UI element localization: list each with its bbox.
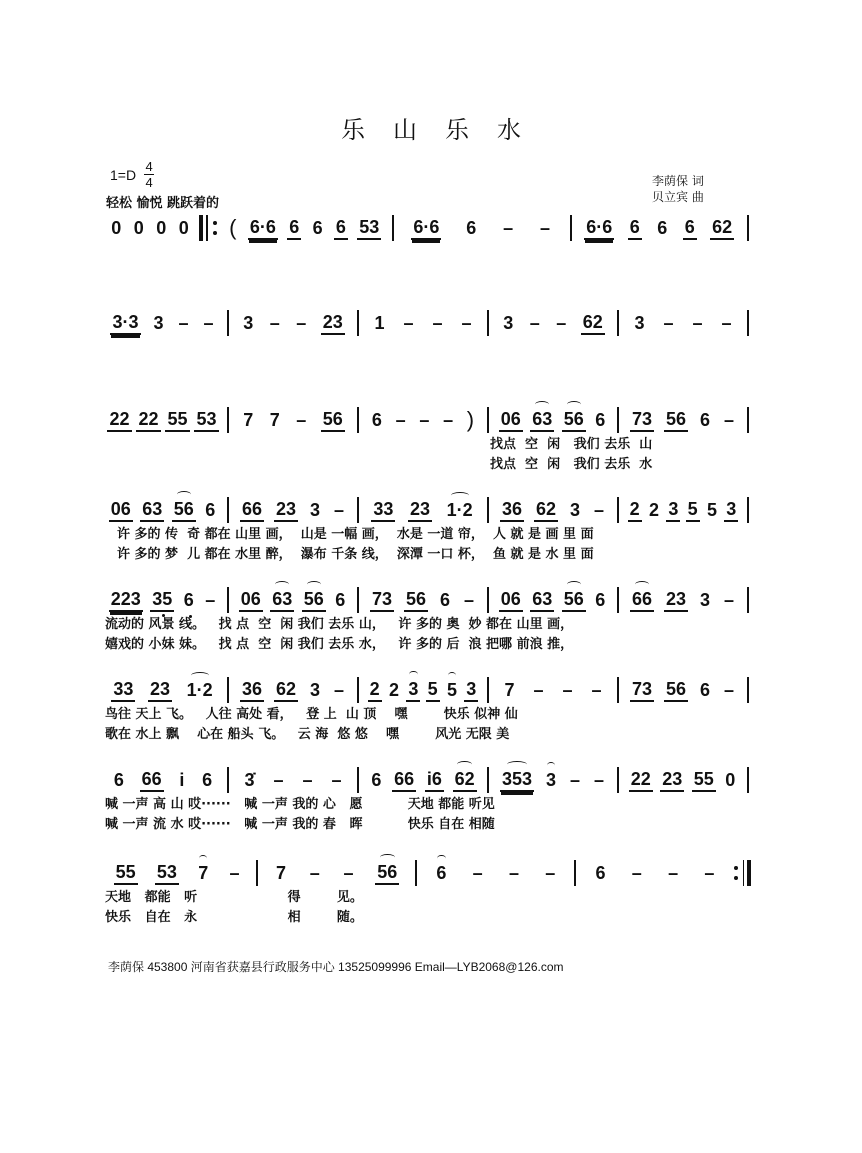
note: 53 — [357, 217, 381, 240]
note: 66 — [392, 769, 416, 792]
lyrics-verse-2: 快乐 自在 永 相 随。 — [105, 910, 363, 925]
lyrics-verse-1: 找点 空 闲 我们 去乐 山 — [490, 437, 653, 452]
note: 63 — [530, 589, 554, 612]
paren-close: ) — [466, 407, 475, 432]
note: 23 — [664, 589, 688, 612]
note: – — [269, 312, 280, 333]
staff-line-2 — [105, 308, 755, 338]
note: 66 — [630, 589, 654, 612]
note: 7 — [276, 862, 287, 883]
note: 0 — [178, 217, 189, 238]
note: – — [503, 217, 514, 238]
note: – — [591, 679, 602, 700]
note: 63 — [270, 589, 294, 612]
note: 3 — [546, 769, 557, 790]
note: – — [508, 862, 519, 883]
note: 33 — [371, 499, 395, 522]
note: – — [723, 409, 734, 430]
note: 1·2 — [186, 679, 213, 700]
note: 6·6 — [584, 217, 614, 240]
note: 6 — [439, 589, 450, 610]
note: 3 — [243, 312, 254, 333]
note: 0 — [725, 769, 736, 790]
note: 56 — [321, 409, 345, 432]
note: 3 — [153, 312, 164, 333]
time-signature — [144, 160, 154, 189]
note: 7 — [504, 679, 515, 700]
note: – — [704, 862, 715, 883]
note: – — [296, 312, 307, 333]
note: 63 — [530, 409, 554, 432]
note: 3 — [309, 679, 320, 700]
note: 7 — [269, 409, 280, 430]
note: 5 — [686, 499, 700, 522]
note: 56 — [562, 409, 586, 432]
note: 3 — [503, 312, 514, 333]
note: 7 — [243, 409, 254, 430]
lyrics-verse-2: 歌在 水上 飘 心在 船头 飞。 云 海 悠 悠 嘿 风光 无限 美 — [105, 727, 510, 742]
time-signature-top: 4 — [145, 159, 153, 174]
note: 73 — [630, 409, 654, 432]
note: – — [723, 679, 734, 700]
note: 3̇ — [244, 769, 255, 790]
note: – — [343, 862, 354, 883]
note: – — [540, 217, 551, 238]
note: 6 — [595, 409, 606, 430]
note: – — [302, 769, 313, 790]
note: 3 — [569, 499, 580, 520]
note: – — [723, 589, 734, 610]
key-label: 1=D — [110, 166, 137, 183]
note: – — [419, 409, 430, 430]
note: 6 — [287, 217, 301, 240]
note: 55 — [114, 862, 138, 885]
note: – — [663, 312, 674, 333]
repeat-start — [199, 215, 219, 241]
note: 73 — [630, 679, 654, 702]
note: 62 — [534, 499, 558, 522]
lyrics-verse-2: 嬉戏的 小妹 妹。 找 点 空 闲 我们 去乐 水， 许 多的 后 浪 把哪 前浪 推， — [105, 637, 574, 652]
note: 0 — [133, 217, 144, 238]
note: 6·6 — [411, 217, 441, 240]
note: 55 — [692, 769, 716, 792]
note: 73 — [370, 589, 394, 612]
note: 5 — [446, 679, 457, 700]
lyrics-verse-2: 找点 空 闲 我们 去乐 水 — [490, 457, 653, 472]
time-signature-bottom: 4 — [145, 175, 153, 190]
note: 6 — [371, 769, 382, 790]
lyrics-verse-1: 天地 都能 听 得 见。 — [105, 890, 363, 905]
note: – — [229, 862, 240, 883]
lyrics-verse-1: 许 多的 传 奇 都在 山里 画， 山是 一幅 画， 水是 一道 帘， 人 就 是 画 里 面 — [117, 527, 594, 542]
note: 23 — [148, 679, 172, 702]
note: 23 — [408, 499, 432, 522]
note: 56 — [302, 589, 326, 612]
lyrics-verse-2: 喊 一声 流 水 哎······ 喊 一声 我的 春 晖 快乐 自在 相随 — [105, 817, 495, 832]
note: 55 — [165, 409, 189, 432]
note: 62 — [453, 769, 477, 792]
note: 3 — [406, 679, 420, 702]
note: 3 — [699, 589, 710, 610]
note: 3 — [309, 499, 320, 520]
note: 6 — [628, 217, 642, 240]
note: – — [562, 679, 573, 700]
paren-open: ( — [229, 215, 237, 240]
note: 66 — [240, 499, 264, 522]
note: 35 — [150, 589, 174, 612]
staff-line-4 — [105, 495, 755, 565]
note: 6 — [202, 769, 213, 790]
lyrics-verse-1: 鸟往 天上 飞。 人往 高处 看， 登 上 山 顶 嘿 快乐 似神 仙 — [105, 707, 518, 722]
note: 2 — [368, 679, 382, 702]
note: 23 — [660, 769, 684, 792]
note: 3 — [464, 679, 478, 702]
note: 56 — [172, 499, 196, 522]
note: 63 — [140, 499, 164, 522]
note: – — [331, 769, 342, 790]
note: – — [273, 769, 284, 790]
note: 6 — [595, 862, 606, 883]
note: 1·2 — [446, 499, 473, 520]
note: 6·6 — [248, 217, 278, 240]
note: 56 — [404, 589, 428, 612]
note: 3·3 — [110, 312, 140, 335]
note: – — [463, 589, 474, 610]
note: 6 — [335, 589, 346, 610]
note: 2 — [388, 679, 399, 700]
note: – — [569, 769, 580, 790]
note: 36 — [500, 499, 524, 522]
note: 3 — [634, 312, 645, 333]
note: 06 — [499, 409, 523, 432]
note: i6 — [425, 769, 444, 792]
note: – — [668, 862, 679, 883]
note: 6 — [334, 217, 348, 240]
note: 7 — [198, 862, 209, 883]
staff-line-3 — [105, 405, 755, 475]
note: 6 — [699, 409, 710, 430]
lyricist: 李荫保 词 — [652, 174, 704, 188]
note: – — [593, 499, 604, 520]
note: 53 — [155, 862, 179, 885]
note: 0 — [111, 217, 122, 238]
note: 6 — [595, 589, 606, 610]
note: 6 — [657, 217, 668, 238]
score-title: 乐山乐水 — [341, 116, 549, 144]
note: 56 — [664, 679, 688, 702]
note: 353 — [500, 769, 534, 792]
note: 36 — [240, 679, 264, 702]
lyrics-verse-1: 喊 一声 高 山 哎······ 喊 一声 我的 心 愿 天地 都能 听见 — [105, 797, 495, 812]
note: 1 — [374, 312, 385, 333]
note: 23 — [274, 499, 298, 522]
key-signature — [110, 160, 154, 189]
note: – — [296, 409, 307, 430]
lyrics-verse-2: 许 多的 梦 儿 都在 水里 醉， 瀑布 千条 线， 深潭 一口 杯， 鱼 就 是 水 里 面 — [117, 547, 594, 562]
note: – — [395, 409, 406, 430]
staff-line-8 — [105, 858, 755, 928]
note: 06 — [239, 589, 263, 612]
note: 223 — [109, 589, 143, 612]
staff-line-5 — [105, 585, 755, 655]
contact-footer: 李荫保 453800 河南省获嘉县行政服务中心 13525099996 Email—LYB2068@126.com — [108, 960, 564, 974]
note: 6 — [699, 679, 710, 700]
staff-line-1 — [105, 213, 755, 243]
note: 62 — [274, 679, 298, 702]
note: – — [631, 862, 642, 883]
note: – — [545, 862, 556, 883]
lyrics-verse-1: 流动的 风景 线。 找 点 空 闲 我们 去乐 山， 许 多的 奥 妙 都在 山里 画， — [105, 617, 574, 632]
note: 6 — [183, 589, 194, 610]
note: – — [178, 312, 189, 333]
note: – — [472, 862, 483, 883]
credits — [652, 173, 704, 205]
note: – — [593, 769, 604, 790]
tempo-marking: 轻松 愉悦 跳跃着的 — [106, 196, 220, 211]
note: – — [461, 312, 472, 333]
note: 6 — [436, 862, 447, 883]
staff-line-6 — [105, 675, 755, 745]
note: – — [333, 499, 344, 520]
note: 3 — [724, 499, 738, 522]
note: 56 — [562, 589, 586, 612]
note: – — [309, 862, 320, 883]
note: – — [432, 312, 443, 333]
note: – — [556, 312, 567, 333]
repeat-end — [732, 860, 752, 886]
note: 5 — [706, 499, 717, 520]
note: 66 — [140, 769, 164, 792]
note: 62 — [710, 217, 734, 240]
note: 5 — [426, 679, 440, 702]
note: 6 — [683, 217, 697, 240]
note: 56 — [664, 409, 688, 432]
note: 06 — [109, 499, 133, 522]
note: – — [721, 312, 732, 333]
note: – — [203, 312, 214, 333]
note: 22 — [107, 409, 131, 432]
note: 6 — [312, 217, 323, 238]
note: 56 — [375, 862, 399, 885]
note: i — [179, 769, 185, 790]
note: – — [443, 409, 454, 430]
note: – — [533, 679, 544, 700]
note: 2 — [628, 499, 642, 522]
note: 6 — [113, 769, 124, 790]
composer: 贝立宾 曲 — [652, 190, 704, 204]
note: 6 — [466, 217, 477, 238]
note: 0 — [156, 217, 167, 238]
note: 06 — [499, 589, 523, 612]
note: 3 — [666, 499, 680, 522]
note: – — [692, 312, 703, 333]
note: 6 — [371, 409, 382, 430]
note: 33 — [111, 679, 135, 702]
note: 22 — [136, 409, 160, 432]
note: 23 — [321, 312, 345, 335]
staff-line-7 — [105, 765, 755, 835]
note: – — [333, 679, 344, 700]
note: – — [529, 312, 540, 333]
note: 2 — [648, 499, 659, 520]
note: 62 — [581, 312, 605, 335]
note: 6 — [205, 499, 216, 520]
note: – — [403, 312, 414, 333]
note: 22 — [629, 769, 653, 792]
note: – — [205, 589, 216, 610]
note: 53 — [194, 409, 218, 432]
